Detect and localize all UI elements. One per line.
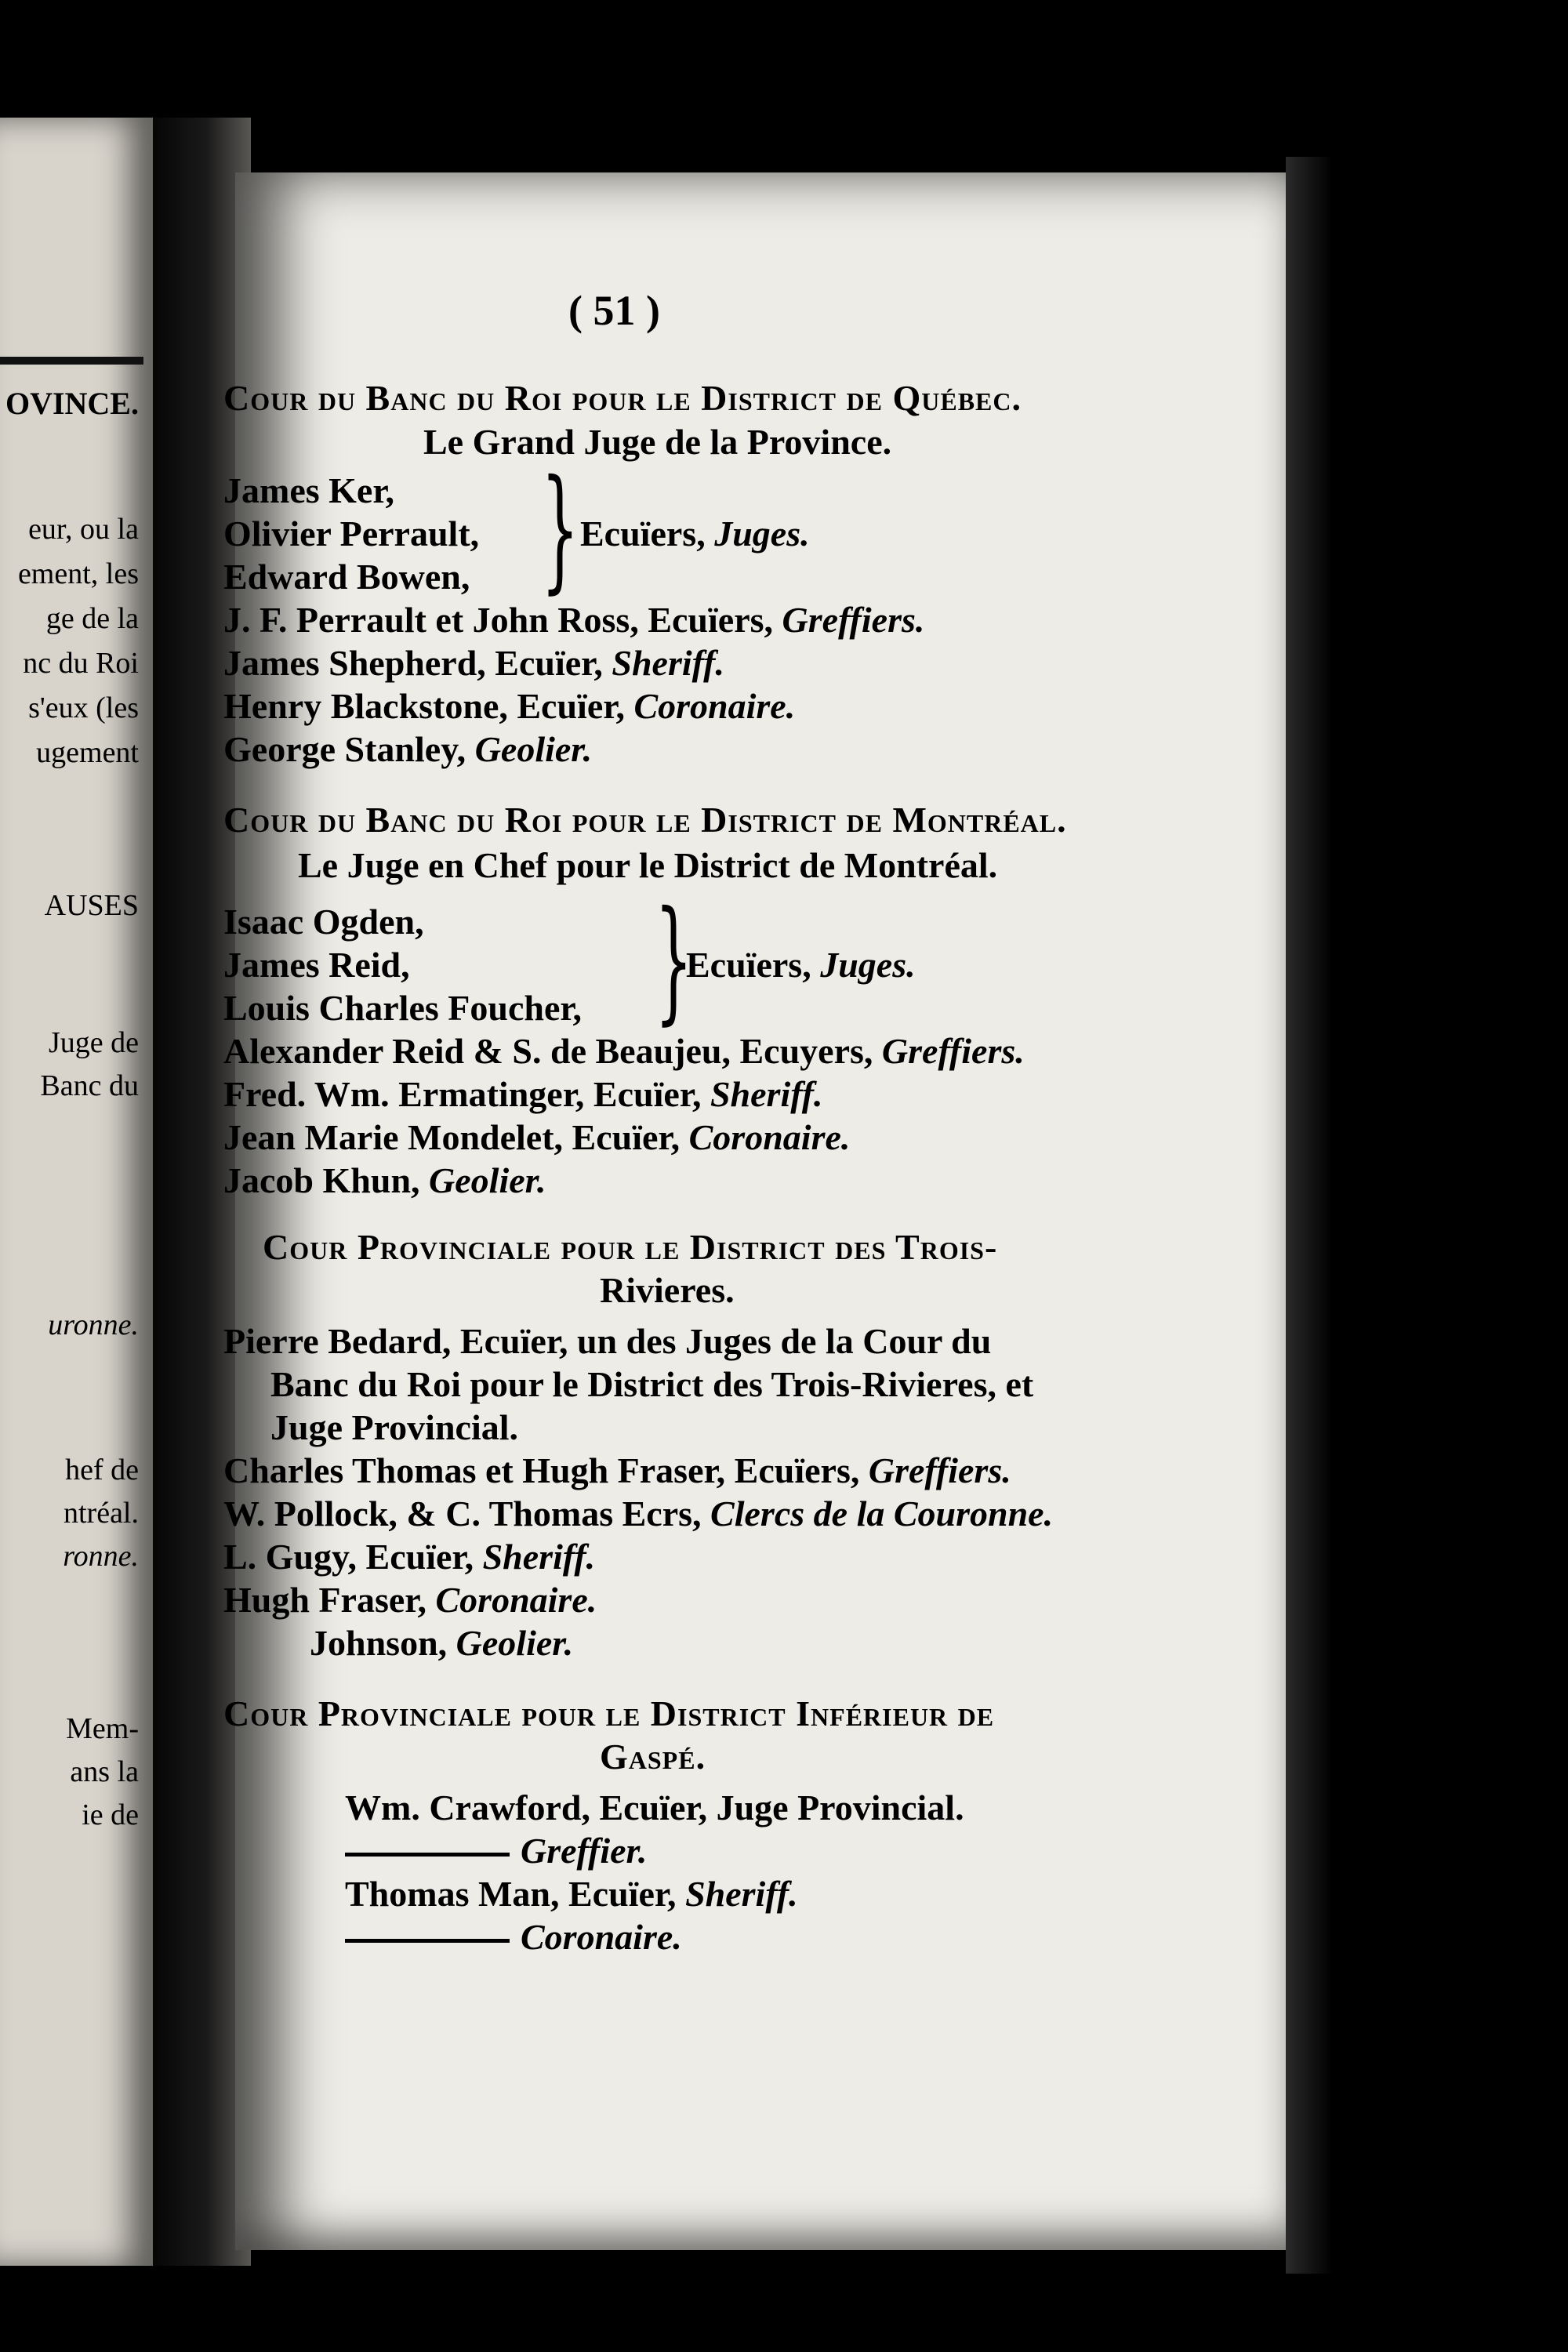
officer-role: Sheriff.: [482, 1537, 596, 1577]
left-page-line: Mem-: [66, 1712, 139, 1745]
gaspe-line: [345, 1831, 647, 1871]
left-page-line: AUSES: [44, 889, 139, 922]
officer-line: [223, 1537, 595, 1577]
officer-role: Sheriff.: [612, 643, 724, 683]
left-page-line: ntréal.: [63, 1497, 139, 1530]
officer-role: Coronaire.: [521, 1917, 682, 1957]
officer-line: [223, 1494, 1053, 1534]
main-page: [223, 172, 1286, 2250]
left-page-line: ans la: [70, 1755, 139, 1788]
page-number: ( 51 ): [568, 287, 660, 334]
judge-name: Isaac Ogden,: [223, 902, 424, 942]
judges-title-quebec: [580, 514, 810, 554]
left-page-line: OVINCE.: [5, 386, 139, 421]
blank-name-rule: [345, 1853, 510, 1857]
left-page-line: uronne.: [48, 1308, 139, 1341]
officer-name: Alexander Reid & S. de Beaujeu, Ecuyers,: [223, 1031, 882, 1071]
officer-role: Sheriff.: [710, 1074, 823, 1114]
officer-role: Coronaire.: [435, 1580, 597, 1620]
section-subheading-montreal: Le Juge en Chef pour le District de Montréal.: [298, 845, 998, 885]
officer-line: [223, 600, 924, 641]
left-page-line: ge de la: [45, 602, 139, 635]
officer-line: [223, 1074, 823, 1115]
officer-role: Greffiers.: [868, 1450, 1011, 1490]
left-page-line: ronne.: [63, 1540, 139, 1573]
gaspe-line: [345, 1874, 798, 1915]
officer-name: W. Pollock, & C. Thomas Ecrs,: [223, 1494, 711, 1534]
officer-line: [223, 1580, 597, 1621]
judges-title-prefix: Ecuïers,: [580, 514, 715, 554]
left-page-line: hef de: [65, 1454, 139, 1486]
judge-name: Edward Bowen,: [223, 557, 470, 597]
officer-role: Coronaire.: [688, 1117, 851, 1157]
judge-name: James Reid,: [223, 945, 410, 985]
officer-line: [223, 729, 592, 770]
section-heading-trois-rivieres: Cour Provinciale pour le District des Trois-: [263, 1227, 998, 1267]
section-heading-gaspe-cont: Gaspé.: [600, 1737, 706, 1777]
officer-name: Wm. Crawford, Ecuïer, Juge Provincial.: [345, 1788, 964, 1828]
judge-name: James Ker,: [223, 470, 395, 510]
page-edge-shadow: [1286, 157, 1333, 2274]
officer-role: Geolier.: [474, 729, 593, 769]
left-page-line: ement, les: [17, 557, 139, 590]
left-page-line: eur, ou la: [28, 513, 139, 546]
officer-name: Henry Blackstone, Ecuïer,: [223, 686, 634, 726]
officer-line: [223, 643, 724, 684]
officer-role: Sheriff.: [685, 1874, 798, 1914]
officer-name: Thomas Man, Ecuïer,: [345, 1874, 686, 1914]
officer-name: Jean Marie Mondelet, Ecuïer,: [223, 1117, 689, 1157]
judges-title-prefix: Ecuïers,: [686, 945, 821, 985]
officer-line: [223, 1450, 1011, 1491]
judge-name: Olivier Perrault,: [223, 514, 480, 554]
officer-line: [223, 1160, 546, 1201]
left-page-line: ie de: [82, 1798, 139, 1831]
officer-name: Charles Thomas et Hugh Fraser, Ecuïers,: [223, 1450, 869, 1490]
section-heading-quebec: Cour du Banc du Roi pour le District de Québec.: [223, 378, 1022, 418]
officer-role: Greffiers.: [881, 1031, 1025, 1071]
officer-line: [223, 686, 795, 727]
officer-line: [310, 1623, 573, 1664]
judge-name: Louis Charles Foucher,: [223, 988, 583, 1028]
gaspe-line: [345, 1788, 964, 1828]
gaspe-line: [345, 1917, 682, 1958]
officer-name: L. Gugy, Ecuïer,: [223, 1537, 483, 1577]
left-page-line: ugement: [36, 736, 139, 769]
left-page-line: nc du Roi: [23, 647, 139, 680]
officer-name: J. F. Perrault et John Ross, Ecuïers,: [223, 600, 782, 640]
officer-name: Jacob Khun,: [223, 1160, 430, 1200]
paragraph-line: Juge Provincial.: [270, 1407, 519, 1447]
left-facing-page: [0, 118, 153, 2266]
officer-role: Clercs de la Couronne.: [710, 1494, 1054, 1534]
officer-role: Coronaire.: [633, 686, 796, 726]
left-page-line: s'eux (les: [28, 691, 139, 724]
officer-role: Greffier.: [521, 1831, 648, 1871]
officer-line: [223, 1031, 1025, 1072]
officer-name: Hugh Fraser,: [223, 1580, 436, 1620]
left-page-line: Juge de: [48, 1026, 139, 1059]
section-subheading-quebec: Le Grand Juge de la Province.: [423, 422, 892, 462]
officer-name: Johnson,: [310, 1623, 456, 1663]
judges-title-role: Juges.: [820, 945, 916, 985]
officer-role: Geolier.: [456, 1623, 574, 1663]
paragraph-line: Pierre Bedard, Ecuïer, un des Juges de la Cour du: [223, 1321, 992, 1361]
officer-line: [223, 1117, 850, 1158]
judges-title-montreal: [686, 945, 916, 985]
left-page-rule: [0, 357, 143, 365]
section-heading-gaspe: Cour Provinciale pour le District Inférieur de: [223, 1693, 995, 1733]
judges-title-role: Juges.: [714, 514, 810, 554]
brace-icon: }: [541, 452, 579, 607]
blank-name-rule: [345, 1939, 510, 1943]
officer-name: Fred. Wm. Ermatinger, Ecuïer,: [223, 1074, 710, 1114]
brace-icon: }: [655, 883, 693, 1038]
officer-name: James Shepherd, Ecuïer,: [223, 643, 612, 683]
paragraph-line: Banc du Roi pour le District des Trois-Rivieres, et: [270, 1364, 1034, 1404]
officer-role: Greffiers.: [782, 600, 925, 640]
section-heading-montreal: Cour du Banc du Roi pour le District de Montréal.: [223, 800, 1067, 840]
officer-name: George Stanley,: [223, 729, 475, 769]
left-page-line: Banc du: [40, 1069, 139, 1102]
section-heading-trois-rivieres-cont: Rivieres.: [600, 1270, 735, 1310]
officer-role: Geolier.: [429, 1160, 546, 1200]
